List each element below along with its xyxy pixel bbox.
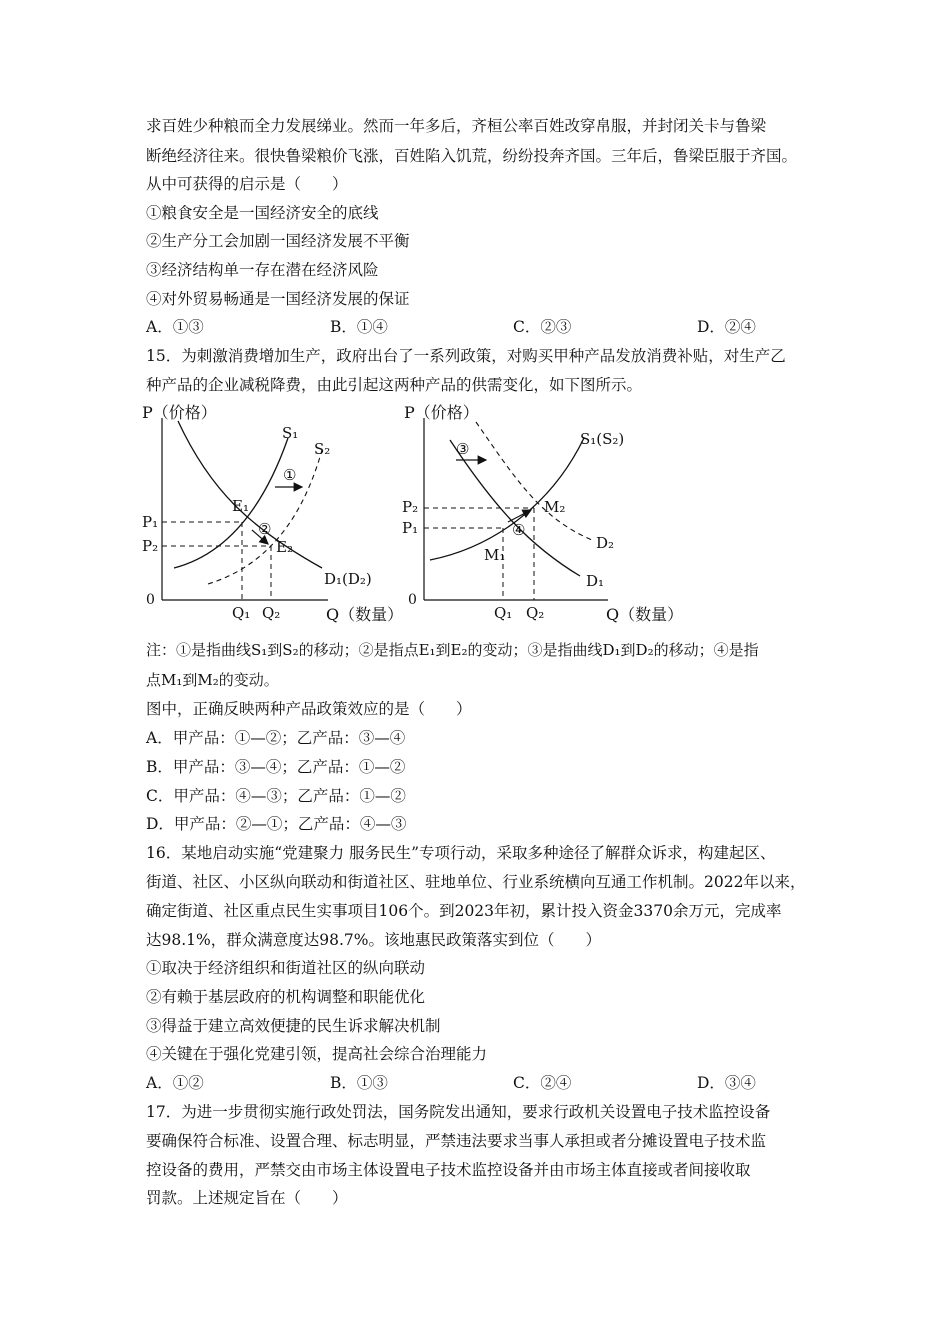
q17-stem: 罚款。上述规定旨在（ ） bbox=[146, 1189, 348, 1207]
m2-label: M₂ bbox=[544, 498, 566, 516]
arrow-2-label: ② bbox=[258, 520, 272, 538]
q15-option-c[interactable]: C．甲产品：④—③；乙产品：①—② bbox=[146, 787, 406, 805]
q14-option-d[interactable]: D．②④ bbox=[697, 318, 756, 336]
y-axis-label: P（价格） bbox=[142, 403, 217, 422]
arrow-4-label: ④ bbox=[512, 521, 526, 539]
p1-label: P₁ bbox=[142, 513, 159, 531]
d1-label: D₁ bbox=[586, 572, 605, 590]
q14-options bbox=[146, 317, 786, 337]
q15-note-line: 注：①是指曲线S₁到S₂的移动；②是指点E₁到E₂的变动；③是指曲线D₁到D₂的移动；④是指 bbox=[146, 641, 759, 659]
s2-label: S₂ bbox=[314, 440, 331, 458]
origin-label: 0 bbox=[408, 592, 417, 608]
q16-statement-1: ①取决于经济组织和街道社区的纵向联动 bbox=[146, 959, 426, 977]
p1-label: P₁ bbox=[402, 519, 419, 537]
q14-stem: 从中可获得的启示是（ ） bbox=[146, 175, 348, 193]
q15-stem: 图中，正确反映两种产品政策效应的是（ ） bbox=[146, 700, 472, 718]
q16-option-b[interactable]: B．①③ bbox=[330, 1074, 388, 1092]
q16-statement-3: ③得益于建立高效便捷的民生诉求解决机制 bbox=[146, 1017, 441, 1035]
demand-curve-d2 bbox=[476, 422, 592, 540]
q15-note-line: 点M₁到M₂的变动。 bbox=[146, 671, 279, 689]
supply-curve-s2 bbox=[208, 450, 322, 584]
q2-label: Q₂ bbox=[262, 604, 281, 622]
s1-label: S₁ bbox=[282, 424, 299, 442]
d-label: D₁(D₂) bbox=[324, 570, 372, 588]
q16-text-line: 确定街道、社区重点民生实事项目106个。到2023年初，累计投入资金3370余万元，完成率 bbox=[146, 902, 782, 920]
origin-label: 0 bbox=[146, 592, 155, 608]
q16-stem: 达98.1%，群众满意度达98.7%。该地惠民政策落实到位（ ） bbox=[146, 931, 601, 949]
q14-statement-1: ①粮食安全是一国经济安全的底线 bbox=[146, 204, 379, 222]
p2-label: P₂ bbox=[142, 537, 159, 555]
supply-demand-graph-2 bbox=[400, 398, 690, 633]
q14-statement-3: ③经济结构单一存在潜在经济风险 bbox=[146, 261, 379, 279]
s-label: S₁(S₂) bbox=[580, 430, 625, 448]
x-axis-label: Q（数量） bbox=[326, 605, 404, 624]
q16-option-c[interactable]: C．②④ bbox=[513, 1074, 572, 1092]
q1-label: Q₁ bbox=[232, 604, 251, 622]
arrow-3-label: ③ bbox=[456, 440, 470, 458]
q14-statement-2: ②生产分工会加剧一国经济发展不平衡 bbox=[146, 232, 410, 250]
q14-option-b[interactable]: B．①④ bbox=[330, 318, 388, 336]
supply-demand-graph-1 bbox=[140, 398, 404, 633]
q16-option-d[interactable]: D．③④ bbox=[697, 1074, 756, 1092]
q15-text-line: 种产品的企业减税降费，由此引起这两种产品的供需变化，如下图所示。 bbox=[146, 376, 643, 394]
q14-option-c[interactable]: C．②③ bbox=[513, 318, 572, 336]
q14-text-line: 断绝经济往来。很快鲁梁粮价飞涨，百姓陷入饥荒，纷纷投奔齐国。三年后，鲁梁臣服于齐国。 bbox=[146, 147, 798, 165]
q16-statement-2: ②有赖于基层政府的机构调整和职能优化 bbox=[146, 988, 426, 1006]
m1-label: M₁ bbox=[484, 546, 506, 564]
p2-label: P₂ bbox=[402, 498, 419, 516]
q17-text-line: 控设备的费用，严禁交由市场主体设置电子技术监控设备并由市场主体直接或者间接收取 bbox=[146, 1161, 751, 1179]
q2-label: Q₂ bbox=[526, 604, 545, 622]
q14-option-a[interactable]: A．①③ bbox=[146, 318, 204, 336]
x-axis-label: Q（数量） bbox=[606, 605, 684, 624]
q15-option-d[interactable]: D．甲产品：②—①；乙产品：④—③ bbox=[146, 815, 407, 833]
q15-option-b[interactable]: B．甲产品：③—④；乙产品：①—② bbox=[146, 758, 406, 776]
q16-options bbox=[146, 1073, 786, 1093]
arrow-1-label: ① bbox=[283, 466, 297, 484]
q14-statement-4: ④对外贸易畅通是一国经济发展的保证 bbox=[146, 290, 410, 308]
q16-statement-4: ④关键在于强化党建引领，提高社会综合治理能力 bbox=[146, 1045, 488, 1063]
q15-option-a[interactable]: A．甲产品：①—②；乙产品：③—④ bbox=[146, 729, 406, 747]
y-axis-label: P（价格） bbox=[404, 403, 479, 422]
q15-text-line: 15．为刺激消费增加生产，政府出台了一系列政策，对购买甲种产品发放消费补贴，对生产乙 bbox=[146, 347, 786, 365]
q14-text-line: 求百姓少种粮而全力发展绨业。然而一年多后，齐桓公率百姓改穿帛服，并封闭关卡与鲁梁 bbox=[146, 117, 767, 135]
e2-label: E₂ bbox=[276, 538, 293, 556]
q17-text-line: 要确保符合标准、设置合理、标志明显，严禁违法要求当事人承担或者分摊设置电子技术监 bbox=[146, 1132, 767, 1150]
q16-text-line: 16．某地启动实施“党建聚力 服务民生”专项行动，采取多种途径了解群众诉求，构建起区、 bbox=[146, 844, 776, 862]
d2-label: D₂ bbox=[596, 534, 615, 552]
q1-label: Q₁ bbox=[494, 604, 513, 622]
q16-text-line: 街道、社区、小区纵向联动和街道社区、驻地单位、行业系统横向互通工作机制。2022年以来， bbox=[146, 873, 806, 891]
q16-option-a[interactable]: A．①② bbox=[146, 1074, 204, 1092]
e1-label: E₁ bbox=[232, 497, 249, 515]
q17-text-line: 17．为进一步贯彻实施行政处罚法，国务院发出通知，要求行政机关设置电子技术监控设备 bbox=[146, 1103, 771, 1121]
